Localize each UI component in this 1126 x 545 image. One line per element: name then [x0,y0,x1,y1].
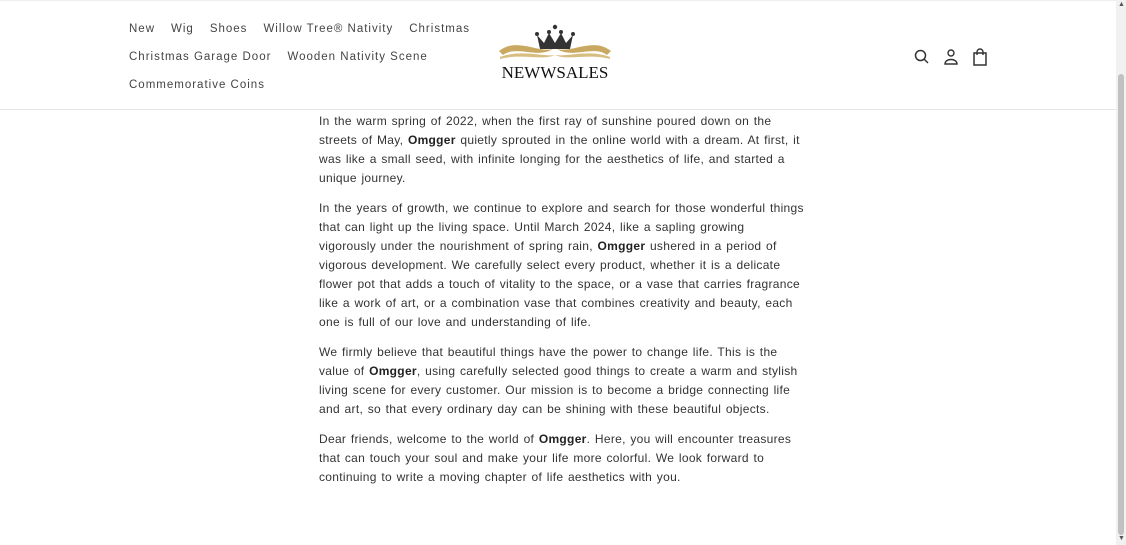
nav-new[interactable]: New [129,23,156,35]
site-header [0,0,1116,110]
paragraph-3: We firmly believe that beautiful things have the power to change life. This is the value of Omgger, using carefully selected good things to create a warm and stylish living scene for every customer. Our mission is to become a bridge connecting life and art, so that every ordinary day can be shining with these beautiful objects. [319,345,798,416]
nav-commemorative-coins[interactable]: Commemorative Coins [129,79,265,91]
account-icon[interactable] [943,48,959,66]
site-logo[interactable] [497,23,613,83]
scroll-up-icon[interactable]: ▲ [1118,1,1125,8]
paragraph-4: Dear friends, welcome to the world of Omgger. Here, you will encounter treasures that can touch your soul and make your life more colorful. We look forward to continuing to write a moving chapter of life aesthetics with you. [319,432,792,484]
scrollbar[interactable] [1116,0,1126,545]
nav-christmas-garage-door[interactable]: Christmas Garage Door [129,51,272,63]
search-icon[interactable] [914,48,930,66]
paragraph-1: In the warm spring of 2022, when the first ray of sunshine poured down on the streets of May, Omgger quietly sprouted in the online world with a dream. At first, it was like a small seed, with infinite longing for the aesthetics of life, and started a unique journey. [319,114,800,185]
scrollbar-thumb[interactable] [1118,74,1124,535]
main-nav [129,15,470,99]
nav-wig[interactable]: Wig [171,23,194,35]
crown-logo-icon [497,23,613,63]
nav-wooden-nativity-scene[interactable]: Wooden Nativity Scene [287,51,428,63]
logo-text: NEWWSALES [501,63,609,82]
cart-icon[interactable] [972,48,988,66]
nav-shoes[interactable]: Shoes [209,23,248,35]
nav-willow-tree-nativity[interactable]: Willow Tree® Nativity [263,23,394,35]
scroll-down-icon[interactable]: ▼ [1118,535,1125,542]
paragraph-2: In the years of growth, we continue to explore and search for those wonderful things that can light up the living space. Until March 2024, like a sapling growing vigorously under the nourishment of spring rain, Omgger ushered in a period of vigorous development. We carefully select every product, whether it is a delicate flower pot that adds a touch of vitality to the space, or a vase that carries fragrance like a work of art, or a combination vase that combines creativity and beauty, each one is full of our love and understanding of life. [319,201,804,329]
about-content [319,112,805,498]
nav-christmas[interactable]: Christmas [409,23,470,35]
